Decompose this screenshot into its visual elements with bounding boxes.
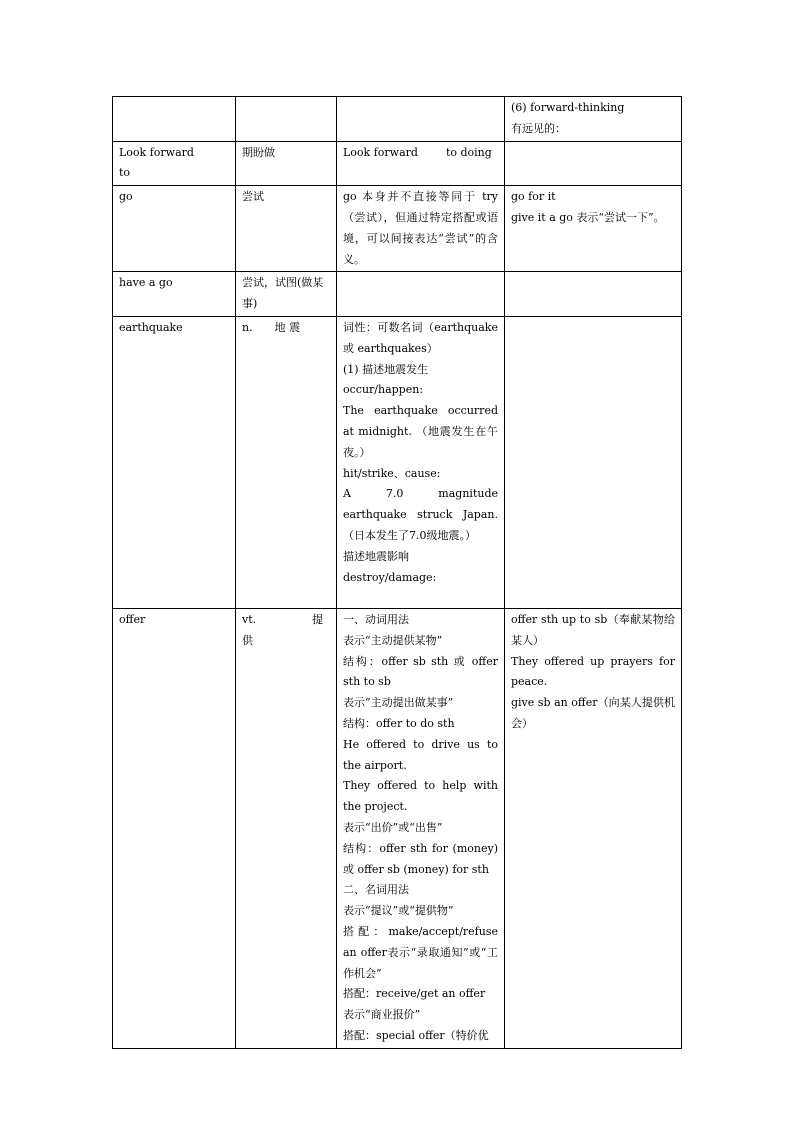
word-text: earthquake: [119, 320, 183, 334]
meaning-cell: [236, 316, 337, 608]
word-cell: [113, 186, 236, 272]
extension-cell: [505, 97, 682, 142]
word-text: Look forward: [119, 145, 194, 159]
table-row: [113, 141, 682, 186]
usage-text: to doing: [445, 145, 492, 159]
table-row: [113, 97, 682, 142]
usage-line: 表示“商业报价”: [343, 1008, 421, 1022]
usage-line: 表示“出价”或“出售”: [343, 820, 443, 834]
word-cell: [113, 316, 236, 608]
usage-text: Look forward: [343, 145, 418, 159]
word-cell: [113, 608, 236, 1048]
usage-cell: [337, 272, 505, 317]
usage-line: They offered to help with the project.: [343, 779, 498, 814]
meaning-cell: [236, 141, 337, 186]
extension-line: give it a go 表示“尝试一下”。: [511, 210, 665, 224]
usage-line: 搭配：make/accept/refuse an offer表示“录取通知”或“工作机会”: [343, 924, 498, 980]
word-cell: [113, 272, 236, 317]
word-cell: [113, 141, 236, 186]
meaning-cell: [236, 272, 337, 317]
usage-line: 表示“主动提供某物”: [343, 633, 443, 647]
table-row: [113, 186, 682, 272]
word-text: have a go: [119, 276, 173, 290]
usage-line: The earthquake occurred at midnight. （地震发生在午夜。）: [343, 404, 498, 459]
meaning-text: 提供: [242, 612, 324, 647]
usage-line: 结构：offer to do sth: [343, 716, 455, 730]
usage-line: 词性：可数名词（earthquake 或 earthquakes）: [343, 320, 498, 355]
meaning-text: vt.: [242, 612, 257, 626]
meaning-text: 尝试，试图(做某事): [242, 276, 324, 311]
usage-line: 结构：offer sth for (money) 或 offer sb (money) for sth: [343, 841, 498, 876]
usage-cell: [337, 186, 505, 272]
table-row: [113, 272, 682, 317]
usage-line: occur/happen:: [343, 383, 424, 397]
extension-line: 有远见的：: [511, 121, 566, 135]
meaning-cell: [236, 97, 337, 142]
extension-line: (6) forward-thinking: [511, 101, 625, 114]
table-row: [113, 316, 682, 608]
usage-line: 描述地震影响: [343, 549, 409, 563]
usage-line: A 7.0 magnitude earthquake struck Japan. （日本发生了7.0级地震。）: [343, 487, 498, 542]
usage-cell: [337, 316, 505, 608]
extension-cell: [505, 141, 682, 186]
extension-line: offer sth up to sb（奉献某物给某人）: [511, 612, 675, 647]
usage-line: destroy/damage:: [343, 570, 437, 584]
meaning-text: 尝试: [242, 190, 264, 204]
usage-line: 表示“提议”或“提供物”: [343, 904, 454, 918]
vocabulary-table: [112, 96, 682, 1049]
meaning-text: n.: [242, 320, 253, 334]
extension-cell: [505, 272, 682, 317]
usage-line: 搭配：receive/get an offer: [343, 987, 486, 1001]
usage-cell: [337, 141, 505, 186]
extension-cell: [505, 608, 682, 1048]
usage-line: hit/strike、cause:: [343, 466, 441, 480]
usage-cell: [337, 97, 505, 142]
usage-line: go 本身并不直接等同于 try（尝试），但通过特定搭配或语境，可以间接表达“尝试”的含义。: [343, 190, 498, 266]
usage-line: 结构：offer sb sth 或 offer sth to sb: [343, 654, 498, 689]
extension-cell: [505, 316, 682, 608]
extension-cell: [505, 186, 682, 272]
extension-line: They offered up prayers for peace.: [511, 654, 675, 689]
extension-line: give sb an offer（向某人提供机会）: [511, 696, 675, 730]
word-text: offer: [119, 612, 146, 626]
usage-line: 一、动词用法: [343, 612, 409, 626]
word-text: go: [119, 190, 133, 204]
meaning-cell: [236, 608, 337, 1048]
meaning-cell: [236, 186, 337, 272]
usage-line: (1) 描述地震发生: [343, 362, 429, 376]
word-cell: [113, 97, 236, 142]
extension-line: go for it: [511, 190, 556, 204]
meaning-text: 地 震: [274, 320, 301, 334]
meaning-text: 期盼做: [242, 145, 275, 159]
table-row: [113, 608, 682, 1048]
usage-line: 表示“主动提出做某事”: [343, 696, 454, 710]
usage-line: 搭配：special offer（特价优: [343, 1028, 489, 1042]
word-text: to: [119, 166, 131, 180]
usage-cell: [337, 608, 505, 1048]
usage-line: He offered to drive us to the airport.: [343, 737, 498, 772]
usage-line: 二、名词用法: [343, 883, 409, 897]
